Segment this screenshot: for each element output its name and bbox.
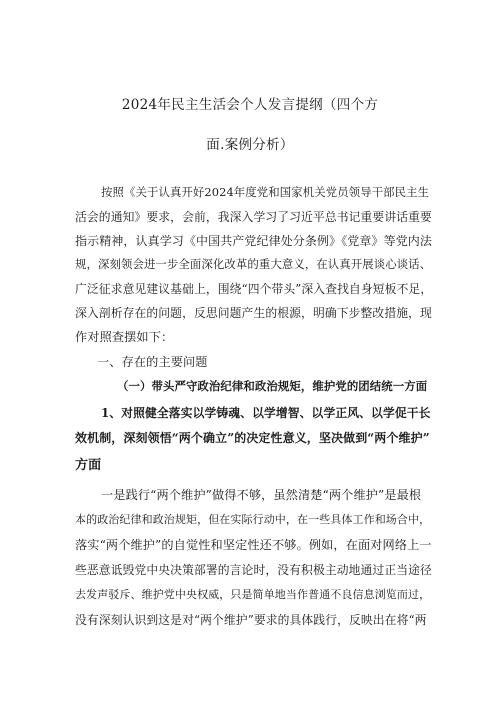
document-title-line-1: 2024年民主生活会个人发言提纲（四个方 bbox=[121, 97, 379, 113]
body-line: 些恶意诋毁党中央决策部署的言论时，没有积极主动地通过正当途径 bbox=[75, 563, 432, 577]
intro-line: 作对照查摆如下： bbox=[75, 330, 174, 344]
intro-line: 按照《关于认真开好2024年度党和国家机关党员领导干部民主生 bbox=[101, 185, 430, 199]
intro-line: 指示精神，认真学习《中国共产党纪律处分条例》《党章》等党内法 bbox=[75, 234, 433, 248]
body-line: 本的政治纪律和政治规矩，但在实际行动中，在一些具体工作和场合中， bbox=[75, 513, 431, 526]
point-heading-line: 效机制，深刻领悟“两个确立”的决定性意义，坚决做到“两个维护” bbox=[75, 431, 430, 445]
intro-line: 规，深刻领会进一步全面深化改革的重大意义，在认真开展谈心谈话、 bbox=[75, 257, 432, 271]
intro-line: 活会的通知》要求，会前，我深入学习了习近平总书记重要讲话重要 bbox=[75, 210, 432, 224]
body-line: 一是践行“两个维护”做得不够，虽然清楚“两个维护”是最根 bbox=[101, 488, 422, 502]
intro-line: 广泛征求意见建议基础上，围绕“四个带头”深入查找自身短板不足， bbox=[75, 282, 433, 296]
point-heading-line: 方面 bbox=[75, 458, 102, 473]
document-title-line-2: 面.案例分析） bbox=[206, 137, 294, 153]
body-line: 落实“两个维护”的自觉性和坚定性还不够。例如，在面对网络上一 bbox=[75, 538, 432, 552]
body-line: 去发声驳斥、维护党中央权威，只是简单地当作普通不良信息浏览而过， bbox=[75, 588, 431, 601]
subsection-heading: （一）带头严守政治纪律和政治规矩，维护党的团结统一方面 bbox=[117, 379, 428, 393]
point-heading-line: 1、对照健全落实以学铸魂、以学增智、以学正风、以学促干长 bbox=[101, 406, 431, 420]
body-line: 没有深刻认识到这是对“两个维护”要求的具体践行，反映出在将“两 bbox=[75, 613, 427, 627]
intro-line: 深入剖析存在的问题，反思问题产生的根源，明确下步整改措施，现 bbox=[75, 306, 432, 320]
section-heading: 一、存在的主要问题 bbox=[97, 355, 208, 369]
